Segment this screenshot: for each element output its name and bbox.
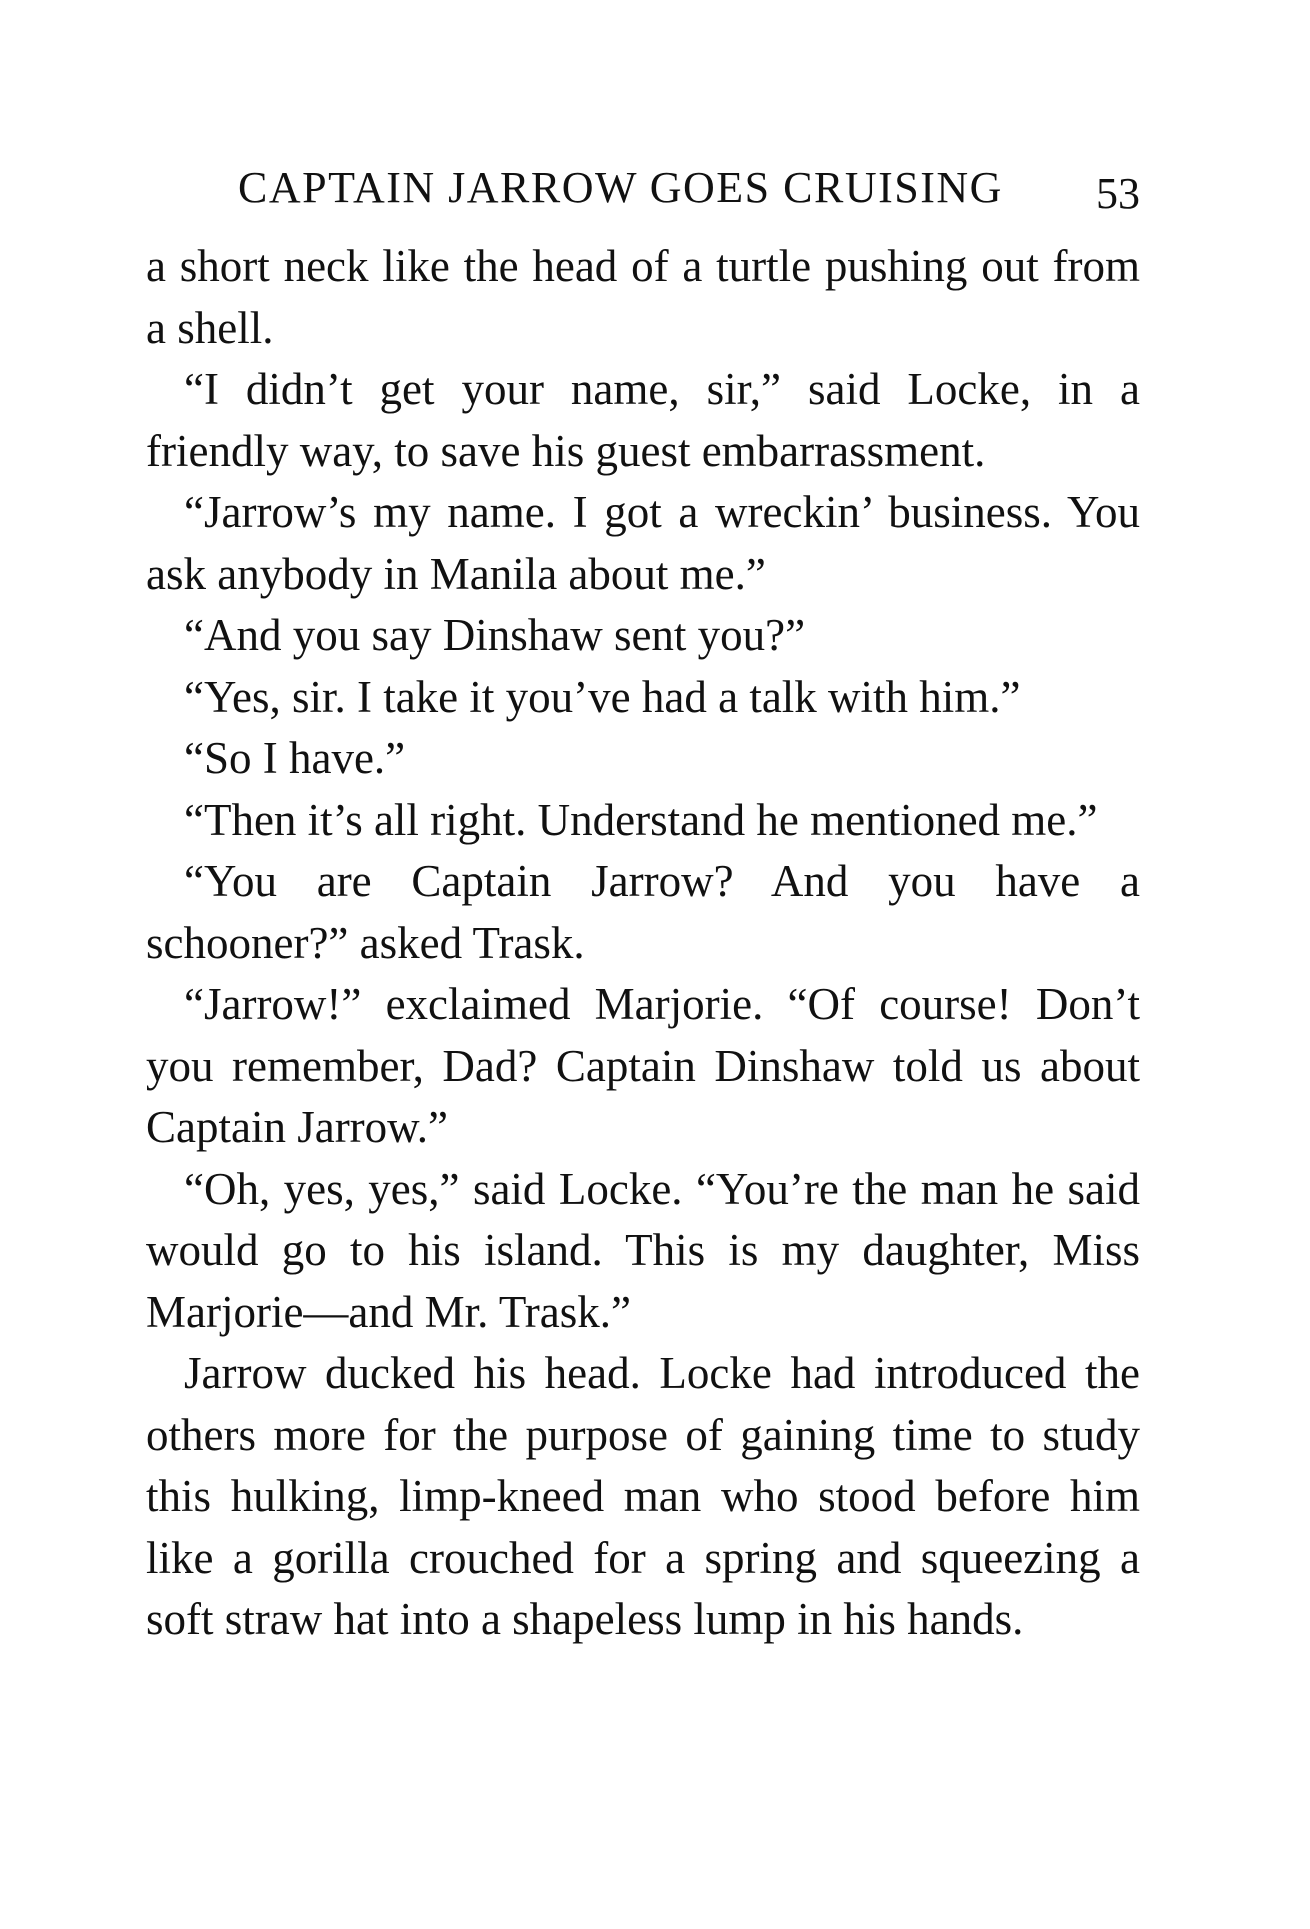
paragraph-1: a short neck like the head of a turtle pushing out from a shell. xyxy=(146,241,1140,353)
paragraph-8: “You are Captain Jarrow? And you have a schooner?” asked Trask. xyxy=(146,856,1140,968)
paragraph-10: “Oh, yes, yes,” said Locke. “You’re the man he said would go to his island. This is my daughter, Miss Marjorie—and Mr. Trask.” xyxy=(146,1163,1140,1337)
paragraph-5: “Yes, sir. I take it you’ve had a talk with him.” xyxy=(184,671,1021,722)
running-title: CAPTAIN JARROW GOES CRUISING xyxy=(238,163,1003,212)
paragraph-3: “Jarrow’s my name. I got a wreckin’ business. You ask anybody in Manila about me.” xyxy=(146,487,1140,599)
page-number: 53 xyxy=(1096,169,1140,218)
paragraph-9: “Jarrow!” exclaimed Marjorie. “Of course! Don’t you remember, Dad? Captain Dinshaw told us about Captain Jarrow.” xyxy=(146,979,1140,1152)
running-head xyxy=(238,160,1140,216)
paragraph-11: Jarrow ducked his head. Locke had introduced the others more for the purpose of gaining time to study this hulking, limp-kneed man who stood before him like a gorilla crouched for a spring and squeezing a soft straw hat into a shapeless lump in his hands. xyxy=(146,1348,1140,1644)
paragraph-2: “I didn’t get your name, sir,” said Locke, in a friendly way, to save his guest embarrassment. xyxy=(146,364,1140,476)
body-text xyxy=(146,236,1140,1651)
paragraph-4: “And you say Dinshaw sent you?” xyxy=(184,610,806,660)
paragraph-7: “Then it’s all right. Understand he mentioned me.” xyxy=(184,794,1098,845)
paragraph-6: “So I have.” xyxy=(184,733,406,783)
